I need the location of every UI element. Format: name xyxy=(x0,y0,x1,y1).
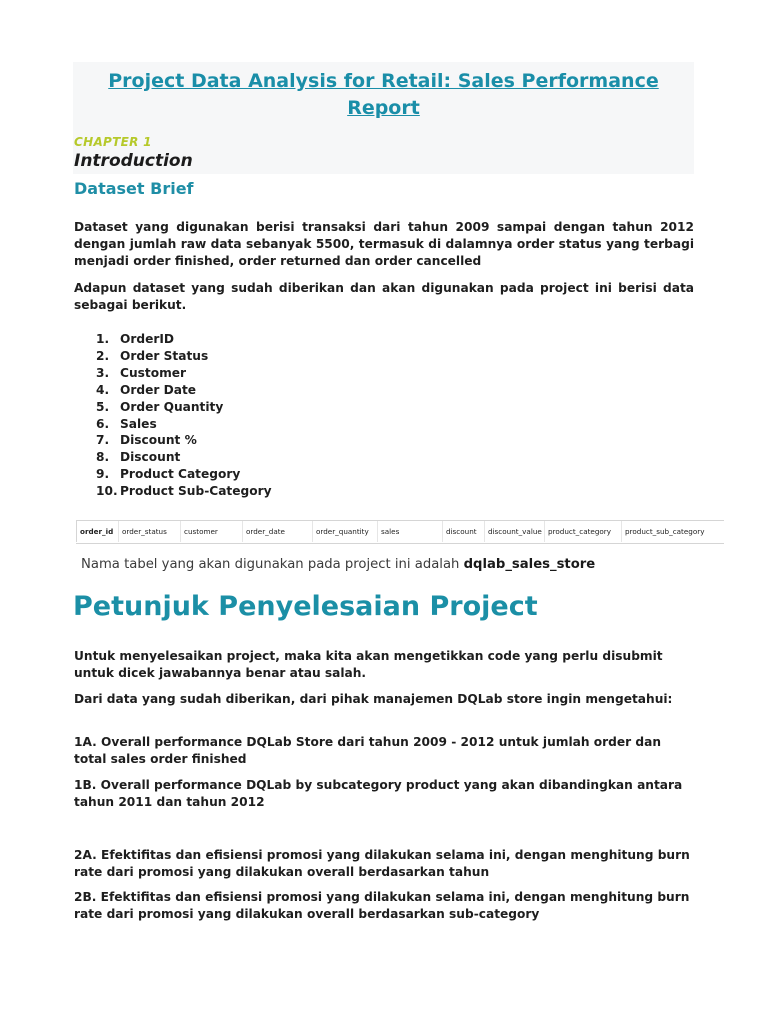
list-item xyxy=(96,365,272,382)
section-heading-dataset: Dataset Brief xyxy=(74,179,194,198)
table-name-note xyxy=(81,557,595,572)
table-name: dqlab_sales_store xyxy=(463,557,596,572)
management-goal-paragraph: Dari data yang sudah diberikan, dari pihak manajemen DQLab store ingin mengetahui: xyxy=(74,692,673,706)
task-1a: 1A. Overall performance DQLab Store dari tahun 2009 - 2012 untuk jumlah order dan total sales order finished xyxy=(74,735,662,766)
list-number: 3. xyxy=(96,365,110,380)
list-number: 10. xyxy=(96,484,118,499)
document-title xyxy=(73,68,694,122)
column-header: order_id xyxy=(76,521,119,542)
task-2b: 2B. Efektifitas dan efisiensi promosi yang dilakukan selama ini, dengan menghitung burn rate dari promosi yang dilakukan overall berdasarkan sub-category xyxy=(74,890,690,921)
document-title-line-2: Report xyxy=(347,97,420,119)
column-header: order_quantity xyxy=(313,521,378,542)
table-note-text: Nama tabel yang akan digunakan pada project ini adalah xyxy=(81,557,464,572)
document-title-line-1: Project Data Analysis for Retail: Sales Performance xyxy=(108,70,659,92)
task-2a: 2A. Efektifitas dan efisiensi promosi yang dilakukan selama ini, dengan menghitung burn rate dari promosi yang dilakukan overall berdasarkan tahun xyxy=(74,848,690,879)
list-label: Discount xyxy=(120,450,181,465)
list-item xyxy=(96,331,272,348)
list-number: 4. xyxy=(96,382,110,397)
dataset-intro: Adapun dataset yang sudah diberikan dan akan digunakan pada project ini berisi data sebagai berikut. xyxy=(74,281,694,312)
list-label: Order Status xyxy=(120,348,209,363)
column-header: order_status xyxy=(119,521,181,542)
list-item xyxy=(96,432,272,449)
column-header: product_category xyxy=(545,521,622,542)
list-item xyxy=(96,466,272,483)
task-1b: 1B. Overall performance DQLab by subcategory product yang akan dibandingkan antara tahun 2011 dan tahun 2012 xyxy=(74,778,683,809)
column-header: sales xyxy=(378,521,443,542)
chapter-title: Introduction xyxy=(74,151,193,171)
list-label: Customer xyxy=(120,365,187,380)
instructions-paragraph: Untuk menyelesaikan project, maka kita akan mengetikkan code yang perlu disubmit untuk dicek jawabannya benar atau salah. xyxy=(74,649,663,680)
list-item xyxy=(96,399,272,416)
list-label: Order Date xyxy=(120,382,197,397)
list-number: 6. xyxy=(96,416,110,431)
field-list xyxy=(96,331,272,500)
list-number: 7. xyxy=(96,433,110,448)
column-header: customer xyxy=(181,521,243,542)
list-label: Order Quantity xyxy=(120,399,224,414)
list-number: 8. xyxy=(96,450,110,465)
section-heading-instructions: Petunjuk Penyelesaian Project xyxy=(73,591,538,622)
column-header: discount xyxy=(443,521,485,542)
list-item xyxy=(96,382,272,399)
list-item xyxy=(96,416,272,433)
dataset-description: Dataset yang digunakan berisi transaksi dari tahun 2009 sampai dengan tahun 2012 dengan jumlah raw data sebanyak 5500, termasuk di dalamnya order status yang terbagi menjadi order finished, order returned dan order cancelled xyxy=(74,220,694,268)
list-item xyxy=(96,348,272,365)
list-number: 2. xyxy=(96,348,110,363)
list-label: Sales xyxy=(120,416,157,431)
list-label: Product Sub-Category xyxy=(120,484,272,499)
list-item xyxy=(96,483,272,500)
list-number: 5. xyxy=(96,399,110,414)
list-item xyxy=(96,449,272,466)
list-label: OrderID xyxy=(120,332,175,346)
list-number: 9. xyxy=(96,467,110,482)
list-label: Discount % xyxy=(120,433,197,448)
chapter-label: CHAPTER 1 xyxy=(74,135,152,149)
column-header: product_sub_category xyxy=(625,527,705,536)
list-number: 1. xyxy=(96,332,110,346)
list-label: Product Category xyxy=(120,467,241,482)
column-header: discount_value xyxy=(485,521,545,542)
column-header: order_date xyxy=(243,521,313,542)
table-header-row xyxy=(76,520,724,544)
